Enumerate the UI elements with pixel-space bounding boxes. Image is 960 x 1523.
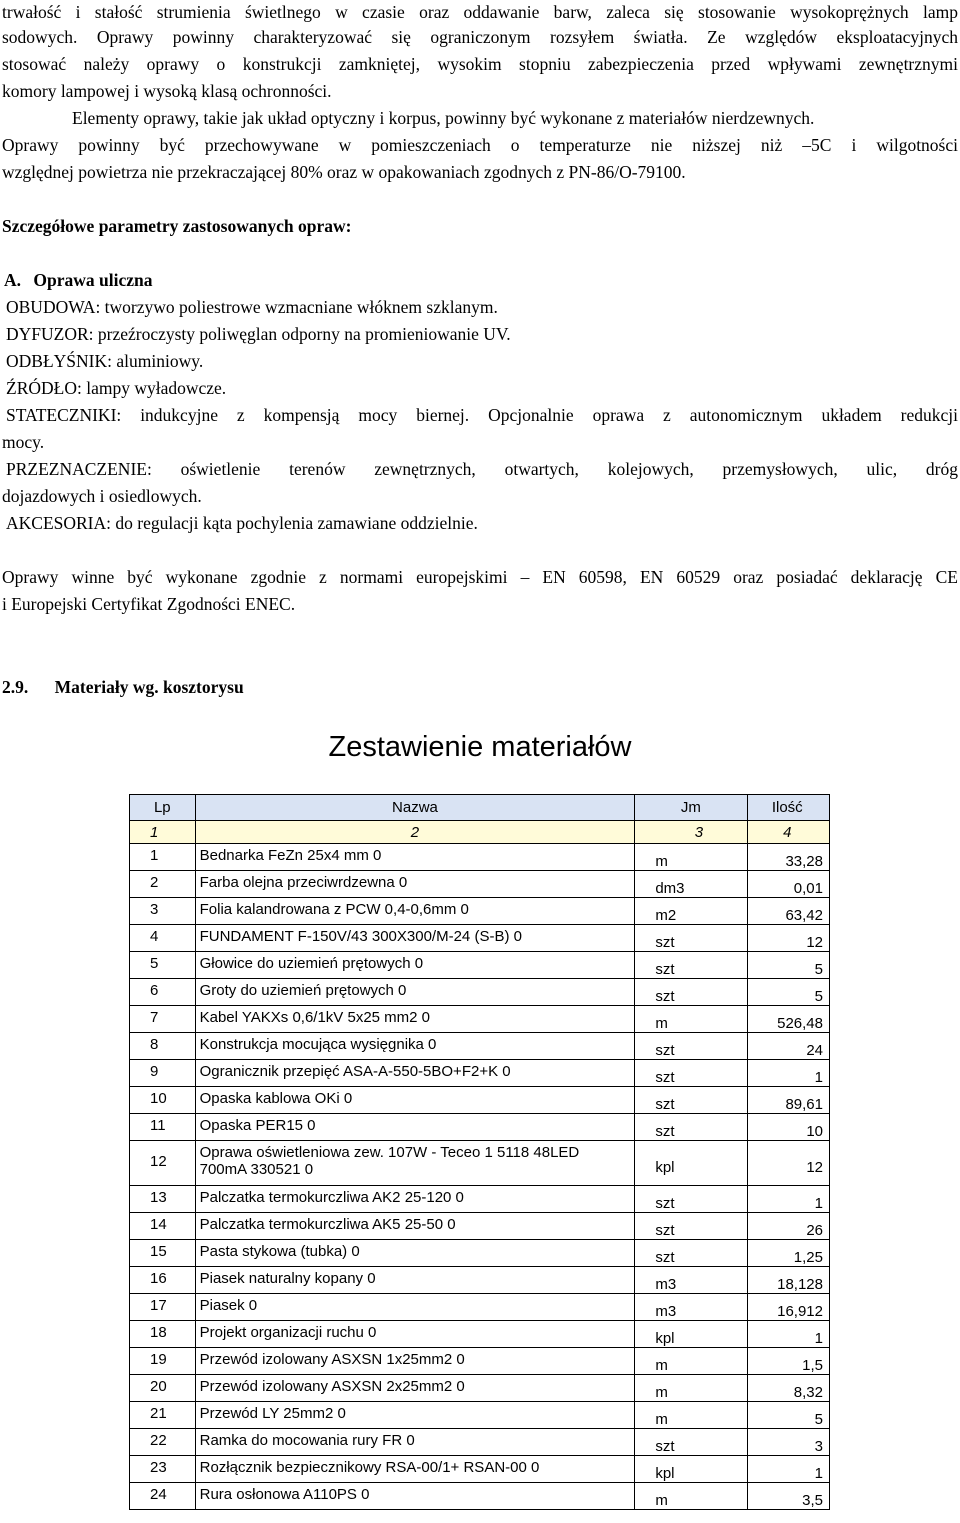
cell-lp (130, 979, 196, 1006)
cell-lp-text: 5 (150, 954, 159, 972)
cell-lp-text: 4 (150, 927, 159, 945)
cell-jm-text: m (655, 1410, 668, 1428)
cell-jm-text: szt (655, 1068, 675, 1086)
cell-ilosc-text: 526,48 (777, 1014, 823, 1032)
cell-jm-text: m2 (655, 906, 677, 924)
cell-ilosc-text: 89,61 (785, 1095, 823, 1113)
cell-nazwa-text: Pasta stykowa (tubka) 0 (199, 1242, 360, 1260)
cell-ilosc-text: 26 (806, 1221, 823, 1239)
cell-lp-text: 9 (150, 1062, 159, 1080)
colnum-jm: 3 (635, 821, 747, 844)
cell-ilosc-text: 10 (806, 1122, 823, 1140)
cell-nazwa (195, 1267, 635, 1294)
cell-lp (130, 1375, 196, 1402)
cell-nazwa-text: Ramka do mocowania rury FR 0 (199, 1431, 415, 1449)
cell-ilosc (747, 1294, 829, 1321)
cell-nazwa-text: Opaska kablowa OKi 0 (199, 1089, 353, 1107)
colnum-lp: 1 (130, 821, 196, 844)
cell-jm (635, 1348, 747, 1375)
cell-lp-text: 13 (150, 1188, 167, 1206)
cell-jm (635, 1141, 747, 1186)
cell-jm-text: m (655, 852, 668, 870)
table-row (130, 871, 830, 898)
cell-jm-text: szt (655, 1248, 675, 1266)
cell-ilosc-text: 24 (806, 1041, 823, 1059)
cell-lp-text: 18 (150, 1323, 167, 1341)
table-row (130, 1267, 830, 1294)
table-column-number-row (130, 821, 830, 844)
spec-akcesoria: AKCESORIA: do regulacji kąta pochylenia zamawiane oddzielnie. (6, 513, 478, 533)
cell-lp-text: 17 (150, 1296, 167, 1314)
cell-ilosc-text: 5 (814, 1410, 823, 1428)
cell-jm-text: szt (655, 1122, 675, 1140)
cell-nazwa-text: Rura osłonowa A110PS 0 (199, 1485, 370, 1503)
cell-jm (635, 898, 747, 925)
cell-nazwa-text: Farba olejna przeciwrdzewna 0 (199, 873, 408, 891)
spec-dyfuzor: DYFUZOR: przeźroczysty poliwęglan odporny na promieniowanie UV. (6, 324, 511, 344)
cell-jm (635, 844, 747, 871)
norms-line-1: Oprawy winne być wykonane zgodnie z normami europejskimi – EN 60598, EN 60529 oraz posiadać deklarację CE (2, 567, 958, 587)
cell-ilosc-text: 1 (814, 1068, 823, 1086)
cell-ilosc-text: 18,128 (777, 1275, 823, 1293)
cell-ilosc-text: 5 (814, 987, 823, 1005)
header-jm: Jm (635, 795, 747, 821)
cell-lp-text: 14 (150, 1215, 167, 1233)
cell-ilosc (747, 952, 829, 979)
spec-stateczniki-line-2: mocy. (2, 432, 45, 452)
cell-ilosc (747, 925, 829, 952)
cell-jm-text: szt (655, 1437, 675, 1455)
cell-ilosc-text: 5 (814, 960, 823, 978)
cell-jm (635, 1321, 747, 1348)
cell-nazwa (195, 898, 635, 925)
cell-lp (130, 1429, 196, 1456)
table-row (130, 952, 830, 979)
cell-jm-text: kpl (655, 1158, 675, 1176)
cell-lp (130, 952, 196, 979)
table-row (130, 1213, 830, 1240)
cell-jm-text: szt (655, 933, 675, 951)
cell-jm (635, 1456, 747, 1483)
cell-nazwa-text: Kabel YAKXs 0,6/1kV 5x25 mm2 0 (199, 1008, 431, 1026)
cell-jm-text: szt (655, 1041, 675, 1059)
table-row (130, 1141, 830, 1186)
cell-ilosc (747, 844, 829, 871)
header-nazwa: Nazwa (195, 795, 635, 821)
cell-jm-text: szt (655, 960, 675, 978)
cell-jm (635, 1267, 747, 1294)
cell-ilosc (747, 1213, 829, 1240)
cell-ilosc-text: 3,5 (802, 1491, 823, 1509)
cell-nazwa (195, 1321, 635, 1348)
table-row (130, 1006, 830, 1033)
cell-ilosc-text: 3 (814, 1437, 823, 1455)
cell-jm-text: szt (655, 1194, 675, 1212)
cell-lp (130, 871, 196, 898)
cell-jm (635, 1240, 747, 1267)
cell-nazwa-text: Przewód LY 25mm2 0 (199, 1404, 346, 1422)
cell-nazwa-text: Folia kalandrowana z PCW 0,4-0,6mm 0 (199, 900, 469, 918)
table-row (130, 1060, 830, 1087)
cell-jm-text: szt (655, 1221, 675, 1239)
table-row (130, 1402, 830, 1429)
cell-nazwa-text: Projekt organizacji ruchu 0 (199, 1323, 377, 1341)
subsection-letter: A. (4, 270, 22, 290)
cell-jm (635, 871, 747, 898)
cell-nazwa (195, 1456, 635, 1483)
cell-lp-text: 2 (150, 873, 159, 891)
cell-nazwa-text: Ogranicznik przepięć ASA-A-550-5BO+F2+K 0 (199, 1062, 511, 1080)
cell-lp (130, 844, 196, 871)
cell-ilosc-text: 1 (814, 1194, 823, 1212)
cell-lp-text: 23 (150, 1458, 167, 1476)
cell-lp-text: 20 (150, 1377, 167, 1395)
table-row (130, 1240, 830, 1267)
table-row (130, 1429, 830, 1456)
cell-jm-text: m3 (655, 1275, 677, 1293)
cell-ilosc (747, 1375, 829, 1402)
cell-lp (130, 1267, 196, 1294)
cell-nazwa (195, 1033, 635, 1060)
cell-lp (130, 1240, 196, 1267)
table-row (130, 844, 830, 871)
table-row (130, 979, 830, 1006)
table-row (130, 925, 830, 952)
cell-nazwa-text: Przewód izolowany ASXSN 1x25mm2 0 (199, 1350, 465, 1368)
cell-ilosc (747, 1321, 829, 1348)
cell-nazwa (195, 1141, 635, 1186)
cell-lp (130, 925, 196, 952)
cell-ilosc (747, 1267, 829, 1294)
header-lp: Lp (130, 795, 196, 821)
cell-nazwa (195, 1375, 635, 1402)
cell-lp-text: 15 (150, 1242, 167, 1260)
table-row (130, 1186, 830, 1213)
cell-ilosc (747, 1402, 829, 1429)
intro-line-6: Oprawy powinny być przechowywane w pomieszczeniach o temperaturze nie niższej niż –5C i wilgotności (2, 135, 958, 155)
cell-ilosc (747, 1033, 829, 1060)
cell-jm (635, 1006, 747, 1033)
cell-lp-text: 10 (150, 1089, 167, 1107)
cell-nazwa (195, 1402, 635, 1429)
intro-line-2: sodowych. Oprawy powinny charakteryzować się ograniczonym rozsyłem światła. Ze względów eksploatacyjnych (2, 27, 958, 47)
cell-ilosc-text: 33,28 (785, 852, 823, 870)
cell-nazwa (195, 871, 635, 898)
cell-jm-text: kpl (655, 1329, 675, 1347)
cell-ilosc (747, 979, 829, 1006)
section-number: 2.9. (2, 677, 29, 697)
cell-ilosc (747, 1348, 829, 1375)
table-row (130, 1483, 830, 1510)
cell-lp-text: 16 (150, 1269, 167, 1287)
cell-nazwa-text: FUNDAMENT F-150V/43 300X300/M-24 (S-B) 0 (199, 927, 522, 945)
cell-lp (130, 898, 196, 925)
cell-lp-text: 22 (150, 1431, 167, 1449)
cell-ilosc (747, 1060, 829, 1087)
cell-jm (635, 979, 747, 1006)
cell-lp-text: 19 (150, 1350, 167, 1368)
table-row (130, 1114, 830, 1141)
cell-ilosc-text: 0,01 (793, 879, 823, 897)
cell-nazwa (195, 1006, 635, 1033)
cell-nazwa-text-line-2: 700mA 330521 0 (199, 1161, 314, 1178)
cell-jm (635, 1186, 747, 1213)
cell-ilosc-text: 1,25 (793, 1248, 823, 1266)
table-header-row (130, 795, 830, 821)
cell-ilosc-text: 12 (806, 1158, 823, 1176)
cell-ilosc (747, 1240, 829, 1267)
spec-stateczniki-line-1: STATECZNIKI: indukcyjne z kompensją mocy biernej. Opcjonalnie oprawa z autonomicznym układem redukcji (6, 405, 958, 425)
cell-nazwa (195, 1213, 635, 1240)
colnum-nazwa: 2 (195, 821, 635, 844)
subsection-heading (4, 267, 960, 294)
cell-jm (635, 1087, 747, 1114)
spec-zrodlo: ŹRÓDŁO: lampy wyładowcze. (6, 378, 227, 398)
cell-jm (635, 1114, 747, 1141)
cell-lp-text: 21 (150, 1404, 167, 1422)
cell-lp-text: 12 (150, 1152, 167, 1170)
intro-line-1: trwałość i stałość strumienia świetlnego w czasie oraz oddawanie barw, zaleca się stosowanie wysokoprężnych lamp (2, 2, 958, 22)
cell-nazwa (195, 1114, 635, 1141)
cell-lp (130, 1114, 196, 1141)
cell-jm-text: m (655, 1491, 668, 1509)
intro-line-5: Elementy oprawy, takie jak układ optyczny i korpus, powinny być wykonane z materiałów nierdzewnych. (72, 108, 815, 128)
cell-ilosc-text: 1 (814, 1464, 823, 1482)
cell-jm-text: dm3 (655, 879, 685, 897)
spec-przeznaczenie-line-2: dojazdowych i osiedlowych. (2, 486, 202, 506)
cell-nazwa-text: Bednarka FeZn 25x4 mm 0 (199, 846, 382, 864)
cell-lp (130, 1186, 196, 1213)
cell-ilosc (747, 1429, 829, 1456)
cell-ilosc (747, 898, 829, 925)
colnum-ilosc: 4 (747, 821, 829, 844)
cell-ilosc (747, 1186, 829, 1213)
cell-jm (635, 925, 747, 952)
section-heading (2, 674, 958, 701)
cell-ilosc-text: 12 (806, 933, 823, 951)
table-row (130, 1087, 830, 1114)
cell-ilosc (747, 1087, 829, 1114)
cell-lp (130, 1456, 196, 1483)
cell-ilosc (747, 1141, 829, 1186)
cell-nazwa (195, 1483, 635, 1510)
cell-ilosc-text: 8,32 (793, 1383, 823, 1401)
cell-ilosc (747, 871, 829, 898)
cell-nazwa-text: Palczatka termokurczliwa AK2 25-120 0 (199, 1188, 464, 1206)
spec-przeznaczenie-line-1: PRZEZNACZENIE: oświetlenie terenów zewnętrznych, otwartych, kolejowych, przemysłowych, ulic, dróg (6, 459, 958, 479)
cell-nazwa (195, 1348, 635, 1375)
cell-lp (130, 1006, 196, 1033)
cell-lp-text: 1 (150, 846, 159, 864)
cell-lp-text: 8 (150, 1035, 159, 1053)
cell-nazwa-text: Palczatka termokurczliwa AK5 25-50 0 (199, 1215, 456, 1233)
cell-lp (130, 1213, 196, 1240)
cell-nazwa (195, 844, 635, 871)
cell-jm (635, 952, 747, 979)
cell-jm-text: m (655, 1014, 668, 1032)
spec-obudowa: OBUDOWA: tworzywo poliestrowe wzmacniane włóknem szklanym. (6, 297, 498, 317)
table-row (130, 1375, 830, 1402)
cell-jm (635, 1483, 747, 1510)
cell-nazwa (195, 1060, 635, 1087)
table-row (130, 1348, 830, 1375)
cell-lp (130, 1033, 196, 1060)
cell-jm (635, 1060, 747, 1087)
cell-jm-text: m (655, 1383, 668, 1401)
norms-line-2: i Europejski Certyfikat Zgodności ENEC. (2, 594, 296, 614)
cell-ilosc (747, 1483, 829, 1510)
cell-lp (130, 1294, 196, 1321)
cell-lp-text: 3 (150, 900, 159, 918)
cell-jm-text: m3 (655, 1302, 677, 1320)
cell-nazwa-text: Konstrukcja mocująca wysięgnika 0 (199, 1035, 437, 1053)
table-row (130, 1456, 830, 1483)
cell-lp-text: 11 (150, 1116, 166, 1134)
intro-line-7: względnej powietrza nie przekraczającej 80% oraz w opakowaniach zgodnych z PN-86/O-79100. (2, 162, 686, 182)
cell-jm-text: m (655, 1356, 668, 1374)
cell-jm (635, 1429, 747, 1456)
cell-lp-text: 7 (150, 1008, 159, 1026)
intro-line-3: stosować należy oprawy o konstrukcji zamkniętej, wysokim stopniu zabezpieczenia przed wpływami zewnętrznymi (2, 54, 958, 74)
cell-ilosc-text: 1,5 (802, 1356, 823, 1374)
cell-nazwa-text: Głowice do uziemień prętowych 0 (199, 954, 424, 972)
cell-lp (130, 1087, 196, 1114)
cell-nazwa-text: Rozłącznik bezpiecznikowy RSA-00/1+ RSAN-00 0 (199, 1458, 540, 1476)
params-heading: Szczegółowe parametry zastosowanych opraw: (2, 216, 352, 236)
header-ilosc: Ilość (747, 795, 829, 821)
cell-lp-text: 6 (150, 981, 159, 999)
table-row (130, 1321, 830, 1348)
subsection-title: Oprawa uliczna (33, 270, 153, 290)
cell-lp (130, 1321, 196, 1348)
cell-nazwa-text: Groty do uziemień prętowych 0 (199, 981, 407, 999)
cell-jm (635, 1033, 747, 1060)
cell-lp (130, 1141, 196, 1186)
cell-ilosc-text: 63,42 (785, 906, 823, 924)
cell-nazwa-text: Przewód izolowany ASXSN 2x25mm2 0 (199, 1377, 465, 1395)
cell-jm-text: kpl (655, 1464, 675, 1482)
cell-nazwa (195, 925, 635, 952)
cell-nazwa-text: Piasek 0 (199, 1296, 258, 1314)
cell-nazwa-text: Piasek naturalny kopany 0 (199, 1269, 376, 1287)
cell-lp (130, 1060, 196, 1087)
cell-nazwa (195, 952, 635, 979)
cell-nazwa (195, 1240, 635, 1267)
intro-line-4: komory lampowej i wysoką klasą ochronności. (2, 81, 332, 101)
cell-lp (130, 1402, 196, 1429)
cell-nazwa (195, 1186, 635, 1213)
cell-jm (635, 1402, 747, 1429)
cell-jm (635, 1375, 747, 1402)
cell-jm (635, 1213, 747, 1240)
table-row (130, 1033, 830, 1060)
cell-nazwa-text: Oprawa oświetleniowa zew. 107W - Teceo 1 5118 48LED (199, 1144, 580, 1161)
cell-jm-text: szt (655, 987, 675, 1005)
cell-ilosc (747, 1114, 829, 1141)
cell-lp (130, 1348, 196, 1375)
materials-table (129, 794, 830, 1510)
cell-ilosc (747, 1456, 829, 1483)
cell-nazwa (195, 1429, 635, 1456)
cell-nazwa (195, 1087, 635, 1114)
cell-ilosc-text: 1 (814, 1329, 823, 1347)
cell-jm (635, 1294, 747, 1321)
cell-nazwa (195, 1294, 635, 1321)
section-title: Materiały wg. kosztorysu (54, 677, 244, 697)
table-row (130, 898, 830, 925)
cell-lp-text: 24 (150, 1485, 167, 1503)
cell-lp (130, 1483, 196, 1510)
table-title: Zestawienie materiałów (328, 731, 632, 763)
cell-nazwa (195, 979, 635, 1006)
cell-jm-text: szt (655, 1095, 675, 1113)
spec-odblysnik: ODBŁYŚNIK: aluminiowy. (6, 351, 204, 371)
cell-ilosc (747, 1006, 829, 1033)
cell-ilosc-text: 16,912 (777, 1302, 823, 1320)
table-row (130, 1294, 830, 1321)
cell-nazwa-text: Opaska PER15 0 (199, 1116, 316, 1134)
